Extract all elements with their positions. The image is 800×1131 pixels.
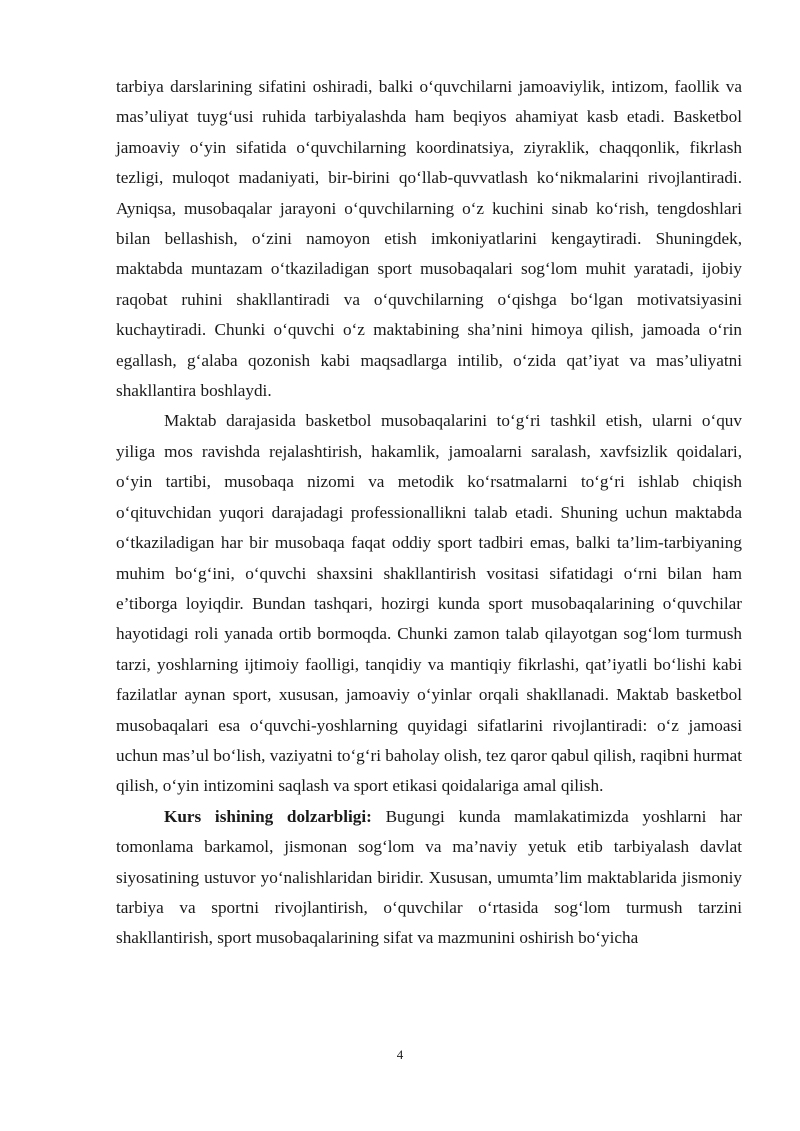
paragraph-3 [116, 802, 742, 954]
paragraph-2 [116, 406, 742, 801]
section-heading-inline: Kurs ishining dolzarbligi: [164, 806, 372, 826]
body-text [116, 72, 742, 954]
paragraph-3-text: Bugungi kunda mamlakatimizda yoshlarni har tomonlama barkamol, jismonan sog‘lom va ma’naviy yetuk etib tarbiyalash davlat siyosatining ustuvor yo‘nalishlaridan biridir. Xususan, umumta’lim maktablarida jismoniy tarbiya va sportni rivojlantirish, o‘quvchilar o‘rtasida sog‘lom turmush tarzini shakllantirish, sport musobaqalarining sifat va mazmunini oshirish bo‘yicha [116, 806, 742, 948]
paragraph-1-text: tarbiya darslarining sifatini oshiradi, balki o‘quvchilarni jamoaviylik, intizom, faollik va mas’uliyat tuyg‘usi ruhida tarbiyalashda ham beqiyos ahamiyat kasb etadi. Basketbol jamoaviy o‘yin sifatida o‘quvchilarning koordinatsiya, ziyraklik, chaqqonlik, fikrlash tezligi, muloqot madaniyati, bir-birini qo‘llab-quvvatlash ko‘nikmalarini rivojlantiradi. Ayniqsa, musobaqalar jarayoni o‘quvchilarning o‘z kuchini sinab ko‘rish, tengdoshlari bilan bellashish, o‘zini namoyon etish imkoniyatlarini kengaytiradi. Shuningdek, maktabda muntazam o‘tkaziladigan sport musobaqalari sog‘lom muhit yaratadi, ijobiy raqobat ruhini shakllantiradi va o‘quvchilarning o‘qishga bo‘lgan motivatsiyasini kuchaytiradi. Chunki o‘quvchi o‘z maktabining sha’nini himoya qilish, jamoada o‘rin egallash, g‘alaba qozonish kabi maqsadlarga intilib, o‘zida qat’iyat va mas’uliyatni shakllantira boshlaydi. [116, 77, 742, 401]
paragraph-1 [116, 72, 742, 406]
page-number: 4 [396, 1047, 404, 1062]
paragraph-2-text: Maktab darajasida basketbol musobaqalarini to‘g‘ri tashkil etish, ularni o‘quv yiliga mos ravishda rejalashtirish, hakamlik, jamoalarni saralash, xavfsizlik qoidalari, o‘yin tartibi, musobaqa nizomi va metodik ko‘rsatmalarni to‘g‘ri ishlab chiqish o‘qituvchidan yuqori darajadagi professionallikni talab etadi. Shuning uchun maktabda o‘tkaziladigan har bir musobaqa faqat oddiy sport tadbiri emas, balki ta’lim-tarbiyaning muhim bo‘g‘ini, o‘quvchi shaxsini shakllantirish vositasi sifatidagi o‘rni bilan ham e’tiborga loyiqdir. Bundan tashqari, hozirgi kunda sport musobaqalarining o‘quvchilar hayotidagi roli yanada ortib bormoqda. Chunki zamon talab qilayotgan sog‘lom turmush tarzi, yoshlarning ijtimoiy faolligi, tanqidiy va mantiqiy fikrlashi, qat’iyatli bo‘lishi kabi fazilatlar aynan sport, xususan, jamoaviy o‘yinlar orqali shakllanadi. Maktab basketbol musobaqalari esa o‘quvchi-yoshlarning quyidagi sifatlarini rivojlantiradi: o‘z jamoasi uchun mas’ul bo‘lish, vaziyatni to‘g‘ri baholay olish, tez qaror qabul qilish, raqibni hurmat qilish, o‘yin intizomini saqlash va sport etikasi qoidalariga amal qilish. [116, 411, 742, 796]
